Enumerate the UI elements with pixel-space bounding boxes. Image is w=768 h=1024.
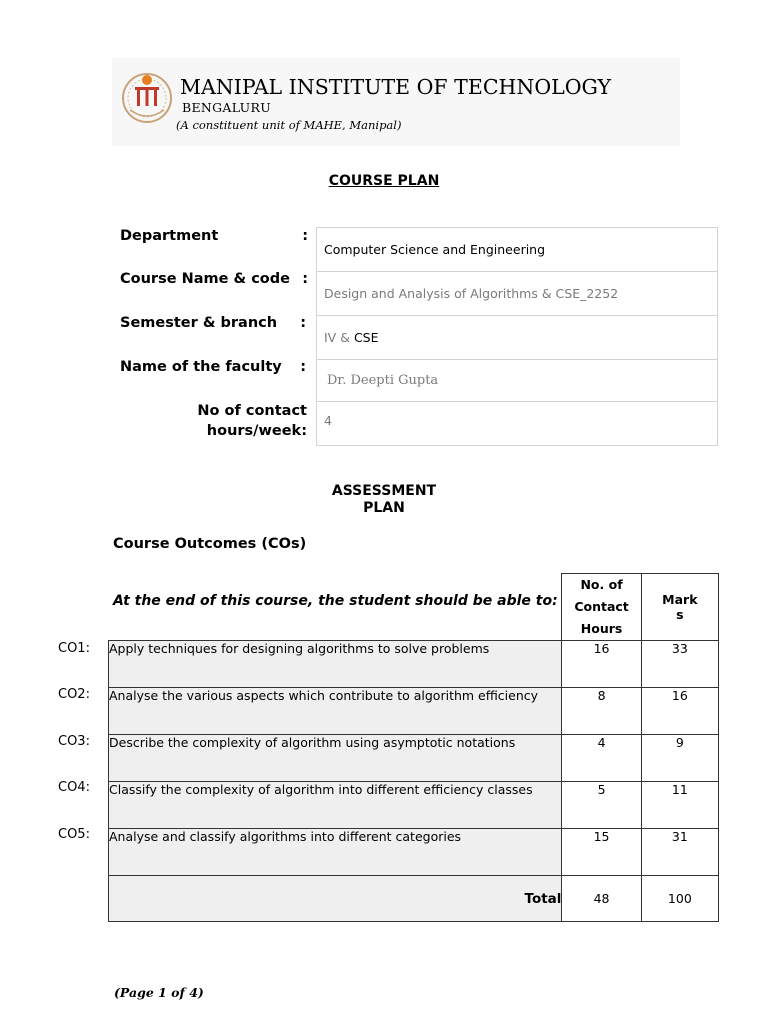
outcome-marks: 31 (641, 829, 718, 876)
institute-name: MANIPAL INSTITUTE OF TECHNOLOGY (180, 75, 612, 99)
co-code: CO4: (58, 780, 90, 795)
co-code: CO5: (58, 827, 90, 842)
co-code: CO3: (58, 734, 90, 749)
outcome-hours: 4 (562, 735, 641, 782)
outcome-hours: 15 (562, 829, 641, 876)
document-title: COURSE PLAN (328, 173, 440, 189)
faculty-label: Name of the faculty : (120, 359, 306, 375)
total-marks: 100 (641, 876, 718, 922)
table-row (109, 782, 719, 829)
department-value: Computer Science and Engineering (316, 227, 718, 272)
outcome-marks: 33 (641, 641, 718, 688)
table-row (109, 688, 719, 735)
institute-subtitle: (A constituent unit of MAHE, Manipal) (176, 118, 402, 132)
institute-city: BENGALURU (182, 100, 272, 115)
course-value: Design and Analysis of Algorithms & CSE_2252 (316, 271, 718, 316)
outcome-hours: 5 (562, 782, 641, 829)
course-outcomes-intro: At the end of this course, the student should be able to: (113, 593, 558, 609)
outcome-text: Describe the complexity of algorithm using asymptotic notations (109, 735, 562, 782)
outcome-marks: 16 (641, 688, 718, 735)
outcome-hours: 16 (562, 641, 641, 688)
header-marks: Mark s (641, 574, 718, 641)
header-contact-hours: No. of Contact Hours (562, 574, 641, 641)
total-row (109, 876, 719, 922)
institute-header (112, 58, 680, 146)
assessment-plan-title: ASSESSMENT PLAN (331, 483, 437, 516)
course-outcomes-table (108, 573, 719, 922)
total-hours: 48 (562, 876, 641, 922)
department-label: Department : (120, 228, 308, 244)
faculty-value: Dr. Deepti Gupta (316, 359, 718, 402)
contact-hours-label: No of contact hours/week: (197, 403, 307, 439)
table-row (109, 641, 719, 688)
outcome-text: Classify the complexity of algorithm into different efficiency classes (109, 782, 562, 829)
outcome-text: Analyse and classify algorithms into different categories (109, 829, 562, 876)
contact-hours-value: 4 (316, 401, 718, 446)
page-number: (Page 1 of 4) (114, 985, 204, 1000)
semester-label: Semester & branch : (120, 315, 306, 331)
total-label: Total (109, 876, 562, 922)
outcome-text: Analyse the various aspects which contribute to algorithm efficiency (109, 688, 562, 735)
course-label: Course Name & code : (120, 271, 308, 287)
co-code: CO2: (58, 687, 90, 702)
course-outcomes-heading: Course Outcomes (COs) (113, 536, 307, 552)
outcome-text: Apply techniques for designing algorithms to solve problems (109, 641, 562, 688)
institute-seal-icon (118, 66, 176, 134)
outcome-hours: 8 (562, 688, 641, 735)
table-row (109, 735, 719, 782)
outcome-marks: 11 (641, 782, 718, 829)
outcome-marks: 9 (641, 735, 718, 782)
semester-value: IV & CSE (316, 315, 718, 360)
co-code: CO1: (58, 641, 90, 656)
table-row (109, 829, 719, 876)
